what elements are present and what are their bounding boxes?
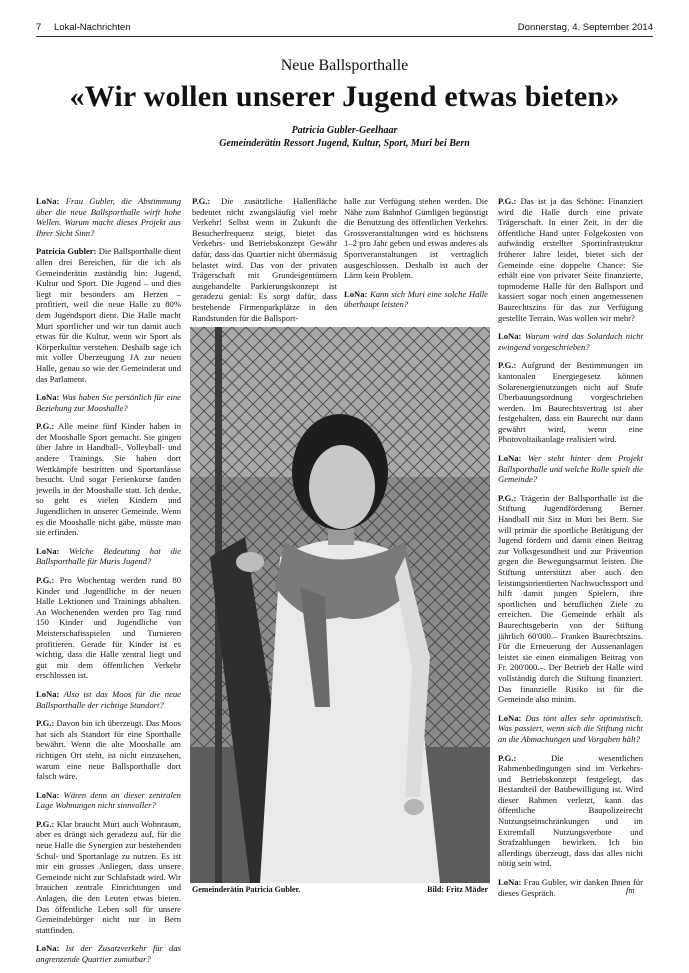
speaker-label: P.G.: [192, 196, 211, 206]
header-left [36, 22, 131, 33]
answer-text: Alle meine fünf Kinder haben in der Mooshalle Sport gemacht. Sie gingen über Jahre in Handball-, Volleyball- und andere Trainings. Sie haben dort Wettkämpfe bestritten und Sportanlässe besucht. Und sogar Ferienkurse fanden jeweils in der Mooshalle statt. Ich denke, so geht es vielen Kindern und Jugendlichen in unserer Gemeinde. Wenn es die Mooshalle nicht gäbe, müsste man sie erfinden. [36, 421, 181, 538]
interview-paragraph [36, 546, 181, 567]
question-text: Kann sich Muri eine solche Halle überhaupt leisten? [344, 288, 488, 310]
interview-paragraph [36, 575, 181, 681]
text-column-3 [344, 196, 488, 318]
page-number: 7 [36, 22, 42, 33]
interview-paragraph [36, 392, 181, 413]
interview-paragraph [498, 453, 643, 485]
question-text: Ist der Zusatzverkehr für das angrenzende Quartier zumutbar? [36, 943, 181, 964]
end-mark: fm [626, 885, 635, 895]
interview-paragraph [498, 493, 643, 705]
article-byline [0, 124, 689, 150]
speaker-label: P.G.: [498, 196, 517, 206]
answer-text: Aufgrund der Bestimmungen im kantonalen Energiegesetz können Solarenergienutzungen nicht auf Stufe Überbauungsordnung vorgeschrieben werden. Im Baurechtsvertrag ist aber festgehalten, dass ein Baurecht nur dann gewährt wird, wenn eine Photovoltaikanlage realisiert wird. [498, 360, 643, 445]
speaker-label: LoNa: [36, 196, 60, 206]
speaker-label: LoNa: [36, 943, 60, 954]
speaker-label: P.G.: [36, 421, 55, 432]
text-column-2 [192, 196, 337, 331]
question-text: Wären denn an dieser zentralen Lage Wohnungen nicht sinnvoller? [36, 789, 181, 811]
speaker-label: LoNa: [36, 392, 60, 403]
article-kicker: Neue Ballsporthalle [280, 57, 409, 74]
interview-paragraph [36, 689, 181, 710]
speaker-label: Patricia Gubler: [36, 246, 97, 257]
speaker-label: LoNa: [498, 712, 522, 723]
speaker-label: LoNa: [498, 331, 522, 342]
speaker-label: P.G.: [36, 575, 55, 585]
speaker-label: P.G.: [498, 752, 517, 763]
author-role: Gemeinderätin Ressort Jugend, Kultur, Sport, Muri bei Bern [219, 138, 470, 149]
portrait-photo [190, 327, 490, 883]
interview-paragraph [498, 196, 643, 323]
section-name: Lokal-Nachrichten [53, 22, 131, 33]
photo-credit: Bild: Fritz Mäder [427, 885, 488, 894]
interview-paragraph [36, 943, 181, 964]
answer-text: Frau Gubler, wir danken Ihnen für dieses Gespräch. [498, 877, 643, 898]
question-text: Was haben Sie persönlich für eine Beziehung zur Mooshalle? [36, 392, 181, 413]
interview-paragraph [36, 246, 181, 384]
speaker-label: LoNa: [36, 545, 60, 556]
answer-text: Trägerin der Ballsporthalle ist die Stiftung Jugendförderung Berner Handball mit Sitz in Muri bei Bern. Sie will primär die sportliche Betätigung der Jugend fördern und damit einen Beitrag zur Volksgesundheit und zur Prävention gegen die Bewegungsarmut leisten. Die Stiftung unterstützt aber auch den leistungsorientierten Nachwuchssport und hilft damit jungen Spielern, ihre sportlichen und beruflichen Ziele zu erreichen. Die Gemeinde erhält als Baurechtsgeberin von der Stiftung jährlich 60'000.– Franken Baurechtszins. Für die Erneuerung der Aussenanlagen leistet sie einen einmaligen Beitrag von Fr. 200'000.–. Der Betrieb der Halle wird vollständig durch die Stiftung finanziert. Das finanzielle Risiko ist für die Gemeinde also minim. [498, 492, 643, 705]
interview-paragraph [498, 713, 643, 745]
text-column-4 [498, 196, 643, 906]
interview-paragraph [344, 196, 488, 281]
interview-paragraph [498, 331, 643, 352]
article-headline: «Wir wollen unserer Jugend etwas bieten» [69, 80, 620, 113]
answer-text: Klar braucht Muri auch Wohnraum, aber es drängt sich geradezu auf, für die neue Halle die Synergien zur bestehenden Schul- und Sportanlage zu nutzen. Es ist mir ein grosses Anliegen, dass unsere Gemeinde nicht zur Schlafstadt wird. Wir brauchen zentrale Einrichtungen und Anlagen, die den Leuten etwas bieten. Das öffentliche Leben soll für unsere Gemeindebürger nicht nur in Bern stattfinden. [36, 818, 181, 935]
interview-paragraph [36, 421, 181, 538]
question-text: Frau Gubler, die Abstimmung über die neue Ballsporthalle wirft hohe Wellen. Warum macht dieses Projekt aus Ihrer Sicht Sinn? [36, 196, 181, 238]
page-header [36, 22, 653, 37]
interview-paragraph [192, 196, 337, 323]
answer-text: Davon bin ich überzeugt. Das Moos hat sich als Standort für eine Sporthalle bewährt. Wenn die alte Mooshalle am richtigen Ort steht, ist nicht einzusehen, warum eine neue Ballsporthalle dort falsch wäre. [36, 718, 181, 782]
question-text: Welche Bedeutung hat die Ballsporthalle für Muris Jugend? [36, 545, 181, 567]
interview-paragraph [498, 360, 643, 445]
speaker-label: P.G.: [498, 492, 517, 503]
speaker-label: LoNa: [36, 789, 60, 800]
speaker-label: LoNa: [36, 688, 60, 699]
question-text: Das tönt alles sehr optimistisch. Was passiert, wenn sich die Stiftung nicht an die Abmachungen und Vorgaben hält? [498, 712, 643, 744]
text-column-1 [36, 196, 181, 973]
question-text: Wer steht hinter dem Projekt Ballsporthalle und welche Rolle spielt die Gemeinde? [498, 453, 643, 485]
answer-text: Die zusätzliche Hallenfläche bedeutet nicht zwangsläufig viel mehr Verkehr! Selbst wenn in Zukunft die Besucherfrequenz steigt, bietet das Verkehrs- und Betriebskonzept Gewähr dafür, dass das Quartier nicht übermässig belastet wird. Das von der privaten Trägerschaft mit Grundeigentümern ausgehandelte Parkierungskonzept ist geradezu genial: Es sorgt dafür, dass bestehende Firmenparkplätze in den Randstunden für die Ballsport- [192, 196, 337, 323]
speaker-label: P.G.: [498, 360, 517, 371]
answer-text: Das ist ja das Schöne: Finanziert wird die Halle durch eine private Trägerschaft. In einer Zeit, in der die öffentliche Hand unter Folgekosten von aufwändig erstellter Sportinfrastruktur früherer Jahre leidet, bietet sich der Gemeinde eine doppelte Chance: Sie erhält eine von privater Seite finanzierte, topmoderne Halle für den Ballsport und kassiert sogar noch einen angemessenen Baurechtszins für das zur Verfügung gestellte Terrain. Was wollen wir mehr? [498, 196, 643, 323]
speaker-label: LoNa: [344, 288, 368, 299]
interview-paragraph [498, 753, 643, 870]
interview-paragraph [344, 289, 488, 310]
speaker-label: P.G.: [36, 818, 55, 829]
caption-text: Gemeinderätin Patricia Gubler. [192, 885, 301, 894]
question-text: Also ist das Moos für die neue Ballsporthalle der richtige Standort? [36, 688, 181, 710]
issue-date: Donnerstag, 4. September 2014 [517, 22, 653, 33]
question-text: Warum wird das Solardach nicht zwingend vorgeschrieben? [498, 331, 643, 352]
speaker-label: LoNa: [498, 453, 522, 464]
interview-paragraph [36, 718, 181, 782]
answer-text: halle zur Verfügung stehen werden. Die Nähe zum Bahnhof Gümligen begünstigt die Benutzung des öffentlichen Verkehrs. Grossveranstaltungen wird es höchstens 1–2 pro Jahr geben und etwas anderes als Sportveranstaltungen ist vertraglich ausgeschlossen. Deshalb ist auch der Lärm kein Problem. [344, 196, 488, 281]
interview-paragraph [36, 196, 181, 238]
answer-text: Die wesentlichen Rahmenbedingungen sind im Verkehrs- und Betriebskonzept festgelegt, das Bestandteil der Baubewilligung ist. Wird dieser Rahmen verletzt, kann das öffentliche Baupolizeirecht Nutzungseinschränkungen und im Extremfall Nutzungsverbote und Strafzahlungen bewirken. Ich bin allerdings überzeugt, dass das alles nicht nötig sein wird. [498, 752, 643, 869]
speaker-label: LoNa: [498, 877, 522, 888]
interview-paragraph [36, 790, 181, 811]
interview-paragraph [36, 819, 181, 936]
portrait-illustration [190, 327, 490, 883]
author-name: Patricia Gubler-Geelhaar [291, 125, 398, 136]
speaker-label: P.G.: [36, 718, 55, 729]
answer-text: Pro Wochentag werden rund 80 Kinder und Jugendliche in der neuen Halle Lektionen und Trainings abhalten. An Wochenenden werden pro Tag rund 150 Kinder und Jugendliche von Meisterschaftsspielen und Turnieren profitieren. Gerade für Kinder ist es wichtig, dass die Halle zentral liegt und gut mit dem öffentlichen Verkehr erschlossen ist. [36, 575, 181, 681]
answer-text: Die Ballsporthalle dient allen drei Bereichen, für die ich als Gemeinderätin zuständig bin: Jugend, Kultur und Sport. Die Jugend – und dies liegt mir besonders am Herzen – profitiert, weil die neue Halle zu 80% dem Jugendsport dient. Die Halle macht Muri sportlicher und wir tun damit auch etwas für die Kultur, wenn wir Sport als Körperkultur verstehen. Deshalb sage ich mit voller Überzeugung JA zur neuen Halle, genau so wie der Gemeinderat und das Parlament. [36, 246, 181, 384]
interview-paragraph [498, 877, 643, 898]
